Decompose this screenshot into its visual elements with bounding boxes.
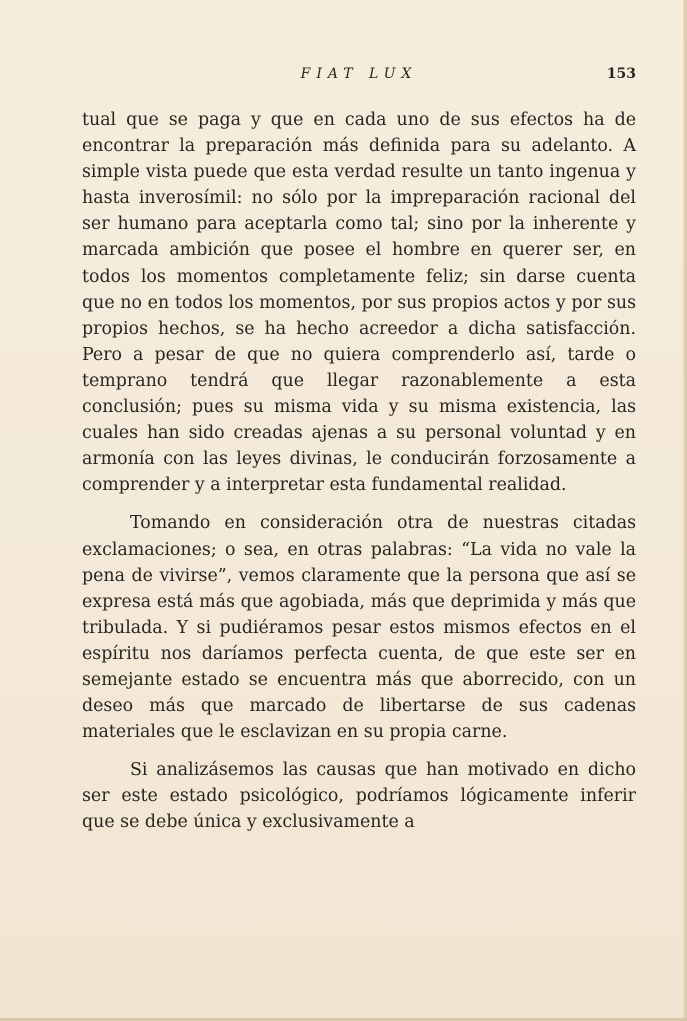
page-number: 153	[606, 66, 636, 82]
paragraph-1: tual que se paga y que en cada uno de sus efectos ha de encontrar la preparación más definida para su adelanto. A simple vista puede que esta verdad resulte un tanto ingenua y hasta inverosímil: no sólo por la impreparación racional del ser humano para aceptarla como tal; sino por la inherente y marcada ambición que posee el hombre en querer ser, en todos los momentos completamente feliz; sin darse cuenta que no en todos los momentos, por sus propios actos y por sus propios hechos, se ha hecho acreedor a dicha satisfacción. Pero a pesar de que no quiera comprenderlo así, tarde o temprano tendrá que llegar razonablemente a esta conclusión; pues su misma vida y su misma existencia, las cuales han sido creadas ajenas a su personal voluntad y en armonía con las leyes divinas, le conducirán forzosamente a comprender y a interpretar esta fundamental realidad.	[82, 110, 636, 496]
body-text	[82, 107, 636, 848]
page-edge-right	[683, 0, 687, 1021]
paragraph-3: Si analizásemos las causas que han motivado en dicho ser este estado psicológico, podríamos lógicamente inferir que se debe única y exclusivamente a	[82, 760, 636, 833]
page-header	[82, 66, 636, 88]
running-title: FIAT LUX	[300, 66, 418, 82]
paragraph-2: Tomando en consideración otra de nuestras citadas exclamaciones; o sea, en otras palabras: “La vida no vale la pena de vivirse”, vemos claramente que la persona que así se expresa está más que agobiada, más que deprimida y más que tribulada. Y si pudiéramos pesar estos mismos efectos en el espíritu nos daríamos perfecta cuenta, de que este ser en semejante estado se encuentra más que aborrecido, con un deseo más que marcado de libertarse de sus cadenas materiales que le esclavizan en su propia carne.	[82, 513, 636, 743]
